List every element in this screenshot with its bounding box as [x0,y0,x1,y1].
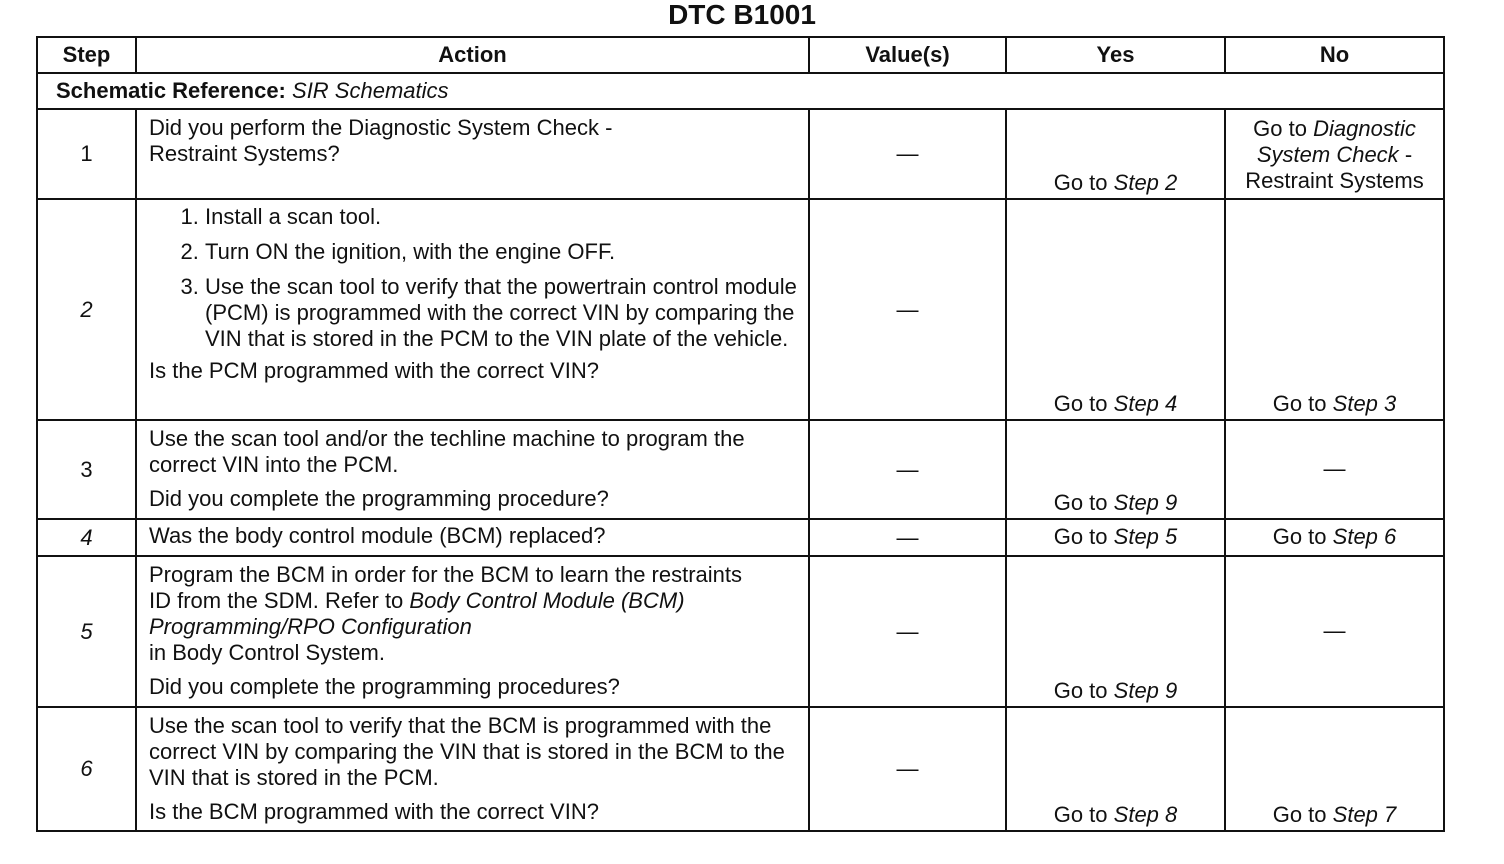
value-cell [809,199,1006,420]
go-to-label: Go to [1053,391,1108,416]
value-dash: — [896,141,919,166]
no-cell [1225,199,1444,420]
yes-cell [1006,199,1225,420]
value-cell [809,519,1006,556]
yes-step-link: Step 9 [1113,490,1178,515]
list-item: 3. Use the scan tool to verify that the powertrain control module (PCM) is programmed with the correct VIN by comparing the VIN that is stored in the PCM to the VIN plate of the vehicle. [205,274,798,352]
schematic-link: SIR Schematics [292,78,449,103]
table-row [37,199,1444,420]
schematic-label: Schematic Reference: [56,78,286,103]
action-steps-list [149,204,798,352]
value-cell [809,420,1006,519]
header-step: Step [37,37,136,73]
no-step-link: Step 3 [1332,391,1397,416]
action-question: Did you complete the programming procedure? [149,486,609,511]
go-to-label: Go to [1272,391,1327,416]
action-question: Did you perform the Diagnostic System Check - Restraint Systems? [149,115,613,166]
action-question: Did you complete the programming procedures? [149,674,620,699]
yes-step-link: Step 9 [1113,678,1178,703]
value-dash: — [896,524,919,550]
go-to-label: Go to [1053,802,1108,827]
go-to-label: Go to [1053,678,1108,703]
yes-step-link: Step 8 [1113,802,1178,827]
action-text [136,109,809,199]
no-cell [1225,707,1444,831]
header-no: No [1225,37,1444,73]
value-cell [809,556,1006,707]
list-item: 2. Turn ON the ignition, with the engine OFF. [205,239,798,265]
step-number: 1 [37,109,136,199]
no-suffix: - Restraint Systems [1245,142,1424,193]
action-text [136,707,809,831]
no-cell [1225,556,1444,707]
action-question: Is the BCM programmed with the correct VIN? [149,799,599,824]
step-number: 6 [37,707,136,831]
yes-cell [1006,109,1225,199]
action-instruction [149,562,749,666]
schematic-reference [37,73,1444,109]
table-title: DTC B1001 [668,0,816,30]
no-dash: — [1323,455,1346,481]
no-prefix: Go to [1253,116,1307,141]
step-number: 4 [37,519,136,556]
action-text-b: in Body Control System. [149,640,385,665]
table-row [37,556,1444,707]
value-cell [809,109,1006,199]
header-values: Value(s) [809,37,1006,73]
table-row [37,707,1444,831]
no-cell [1225,109,1444,199]
table-row [37,420,1444,519]
table-row [37,109,1444,199]
header-action: Action [136,37,809,73]
action-instruction: Use the scan tool and/or the techline machine to program the correct VIN into the PCM. [149,426,745,477]
yes-cell [1006,556,1225,707]
no-step-link: Step 7 [1332,802,1397,827]
yes-cell [1006,420,1225,519]
action-question: Is the PCM programmed with the correct VIN? [149,358,599,383]
go-to-label: Go to [1272,802,1327,827]
no-cell [1225,519,1444,556]
header-yes: Yes [1006,37,1225,73]
yes-step-link: Step 5 [1113,523,1178,549]
go-to-label: Go to [1053,523,1108,549]
action-text [136,556,809,707]
action-instruction: Use the scan tool to verify that the BCM is programmed with the correct VIN by comparing the VIN that is stored in the BCM to the VIN that is stored in the PCM. [149,713,785,790]
action-text [136,519,809,556]
go-to-label: Go to [1053,170,1108,195]
action-text [136,199,809,420]
go-to-label: Go to [1272,523,1327,549]
no-dash: — [1323,617,1346,643]
value-dash: — [896,296,919,322]
list-item: 1. Install a scan tool. [205,204,798,230]
table-row [37,519,1444,556]
step-number: 5 [37,556,136,707]
step-number: 3 [37,420,136,519]
step-number: 2 [37,199,136,420]
action-text [136,420,809,519]
value-dash: — [896,618,919,644]
yes-step-link: Step 4 [1113,391,1178,416]
yes-step-link: Step 2 [1113,170,1178,195]
action-question: Was the body control module (BCM) replaced? [149,523,606,548]
schematic-reference-row [37,73,1444,109]
dtc-table [36,36,1445,832]
no-cell [1225,420,1444,519]
action-text-a: Program the BCM in order for the BCM to learn the restraints ID from the SDM. Refer to [149,562,743,613]
value-dash: — [896,756,919,781]
no-link-diagnostic: Diagnostic System Check [1256,116,1416,167]
value-dash: — [896,456,919,482]
no-step-link: Step 6 [1332,523,1397,549]
action-reference-link: Body Control Module (BCM) Programming/RPO Configuration [149,588,685,639]
yes-cell [1006,707,1225,831]
value-cell [809,707,1006,831]
header-row [37,37,1444,73]
go-to-label: Go to [1053,490,1108,515]
yes-cell [1006,519,1225,556]
